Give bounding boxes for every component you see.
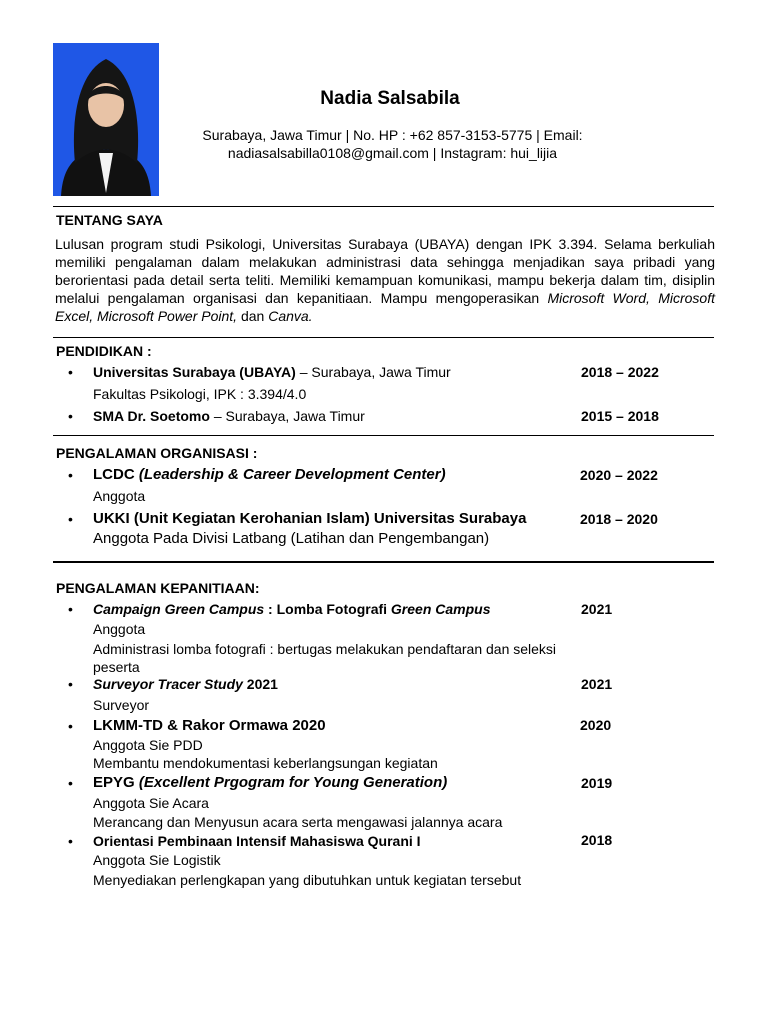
divider — [53, 561, 714, 563]
profile-photo — [53, 43, 159, 196]
organization-role: Anggota — [93, 488, 146, 504]
school-name: SMA Dr. Soetomo — [93, 408, 210, 424]
candidate-name: Nadia Salsabila — [320, 88, 460, 109]
contact-line: Surabaya, Jawa Timur | No. HP : +62 857-3153-5775 | Email: — [202, 127, 583, 143]
committee-role: Surveyor — [93, 697, 150, 713]
committee-item — [93, 717, 326, 735]
bullet: • — [68, 467, 73, 483]
committee-title: : Lomba Fotografi — [264, 601, 391, 617]
organization-name: UKKI (Unit Kegiatan Kerohanian Islam) Universitas Surabaya — [93, 510, 527, 527]
organization-role: Anggota Pada Divisi Latbang (Latihan dan Pengembangan) — [93, 530, 490, 547]
education-item — [93, 363, 451, 381]
committee-desc: Menyediakan perlengkapan yang dibutuhkan untuk kegiatan tersebut — [93, 872, 522, 888]
committee-desc: Merancang dan Menyusun acara serta mengawasi jalannya acara — [93, 814, 503, 830]
school-location: – Surabaya, Jawa Timur — [209, 408, 365, 424]
committee-year: 2021 — [581, 601, 613, 617]
committee-item — [93, 600, 491, 618]
education-item — [93, 407, 365, 425]
bullet: • — [68, 676, 73, 692]
bullet: • — [68, 511, 73, 527]
section-title-education: PENDIDIKAN : — [56, 343, 152, 359]
committee-role: Anggota — [93, 621, 146, 637]
organization-item — [93, 466, 446, 484]
contact-line: nadiasalsabilla0108@gmail.com | Instagram: hui_lijia — [227, 145, 558, 161]
education-years: 2018 – 2022 — [581, 364, 659, 380]
committee-title: Campaign Green Campus — [93, 601, 265, 617]
committee-year: 2018 — [581, 832, 613, 848]
organization-name-italic: (Leadership & Career Development Center) — [138, 466, 446, 483]
committee-title: LKMM-TD & Rakor Ormawa 2020 — [93, 717, 326, 734]
bullet: • — [68, 718, 73, 734]
committee-title: (Excellent Prgogram for Young Generation) — [138, 774, 448, 791]
contact-info — [160, 126, 625, 162]
bullet: • — [68, 775, 73, 791]
divider — [53, 337, 714, 338]
bullet: • — [68, 601, 73, 617]
section-title-committee: PENGALAMAN KEPANITIAAN: — [56, 580, 260, 596]
section-title-about: TENTANG SAYA — [56, 212, 163, 228]
about-and: dan — [237, 308, 269, 324]
divider — [53, 206, 714, 207]
organization-item — [93, 510, 526, 528]
committee-title: EPYG — [93, 774, 139, 791]
school-name: Universitas Surabaya (UBAYA) — [93, 364, 296, 380]
organization-name: LCDC — [93, 466, 139, 483]
committee-year: 2020 — [580, 717, 612, 733]
committee-desc: Membantu mendokumentasi keberlangsungan kegiatan — [93, 755, 438, 771]
education-detail: Fakultas Psikologi, IPK : 3.394/4.0 — [93, 386, 307, 402]
school-location: – Surabaya, Jawa Timur — [295, 364, 451, 380]
bullet: • — [68, 408, 73, 424]
divider — [53, 435, 714, 436]
committee-year: 2021 — [581, 676, 613, 692]
committee-title: Surveyor Tracer Study — [93, 676, 243, 692]
committee-title: 2021 — [242, 676, 278, 692]
committee-role: Anggota Sie Acara — [93, 795, 209, 811]
bullet: • — [68, 833, 73, 849]
committee-title: Orientasi Pembinaan Intensif Mahasiswa Qurani I — [93, 833, 421, 849]
committee-title: Green Campus — [390, 601, 491, 617]
committee-desc: Administrasi lomba fotografi : bertugas melakukan pendaftaran dan seleksi peserta — [93, 641, 557, 675]
about-text — [55, 235, 715, 325]
committee-year: 2019 — [581, 775, 613, 791]
committee-role: Anggota Sie Logistik — [93, 852, 221, 868]
education-years: 2015 – 2018 — [581, 408, 659, 424]
committee-item — [93, 832, 421, 850]
committee-item — [93, 675, 278, 693]
about-software: Microsoft Word, Microsoft Excel, Microsoft Power Point, — [55, 290, 715, 324]
about-body: Lulusan program studi Psikologi, Universitas Surabaya (UBAYA) dengan IPK 3.394. Selama berkuliah memiliki pengalaman dalam melakukan administrasi data sehingga menjadikan saya pribadi yang berorientasi pada detail serta teliti. Memiliki kemampuan komunikasi, mampu bekerja dalam tim, disiplin melalui pengalaman organisasi dan kepanitiaan. Mampu mengoperasikan — [55, 236, 715, 306]
organization-years: 2020 – 2022 — [580, 467, 658, 483]
section-title-organization: PENGALAMAN ORGANISASI : — [56, 445, 258, 461]
bullet: • — [68, 364, 73, 380]
about-canva: Canva. — [268, 308, 313, 324]
committee-role: Anggota Sie PDD — [93, 737, 203, 753]
committee-item — [93, 774, 447, 792]
organization-years: 2018 – 2020 — [580, 511, 658, 527]
